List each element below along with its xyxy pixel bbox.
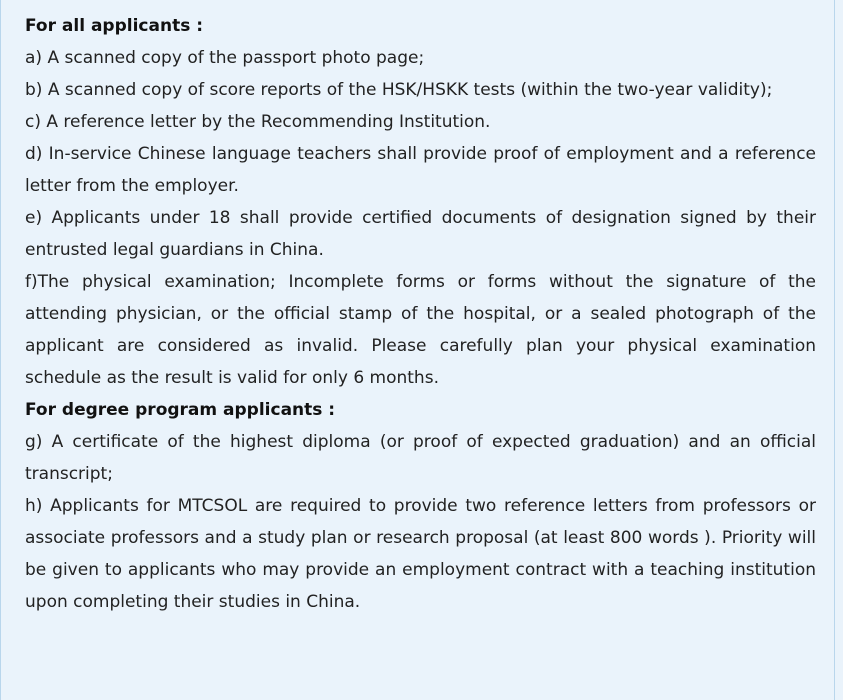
requirement-item-e: e) Applicants under 18 shall provide certified documents of designation signed by their entrusted legal guardians in China.: [25, 208, 816, 260]
requirement-item-f: f)The physical examination; Incomplete forms or forms without the signature of the attending physician, or the official stamp of the hospital, or a sealed photograph of the applicant are considered as invalid. Please carefully plan your physical examination schedule as the result is valid for only 6 months.: [25, 272, 816, 388]
section-heading-all-applicants: For all applicants :: [25, 16, 204, 36]
requirements-text: [25, 10, 816, 618]
section-heading-degree-applicants: For degree program applicants :: [25, 400, 336, 420]
requirement-item-g: g) A certificate of the highest diploma (or proof of expected graduation) and an official transcript;: [25, 432, 816, 484]
requirement-item-b: b) A scanned copy of score reports of the HSK/HSKK tests (within the two-year validity);: [25, 80, 773, 100]
requirement-item-h: h) Applicants for MTCSOL are required to provide two reference letters from professors or associate professors and a study plan or research proposal (at least 800 words ). Priority will be given to applicants who may provide an employment contract with a teaching institution upon completing their studies in China.: [25, 496, 816, 612]
requirement-item-d: d) In-service Chinese language teachers shall provide proof of employment and a reference letter from the employer.: [25, 144, 816, 196]
requirement-item-a: a) A scanned copy of the passport photo page;: [25, 48, 425, 68]
requirement-item-c: c) A reference letter by the Recommending Institution.: [25, 112, 491, 132]
